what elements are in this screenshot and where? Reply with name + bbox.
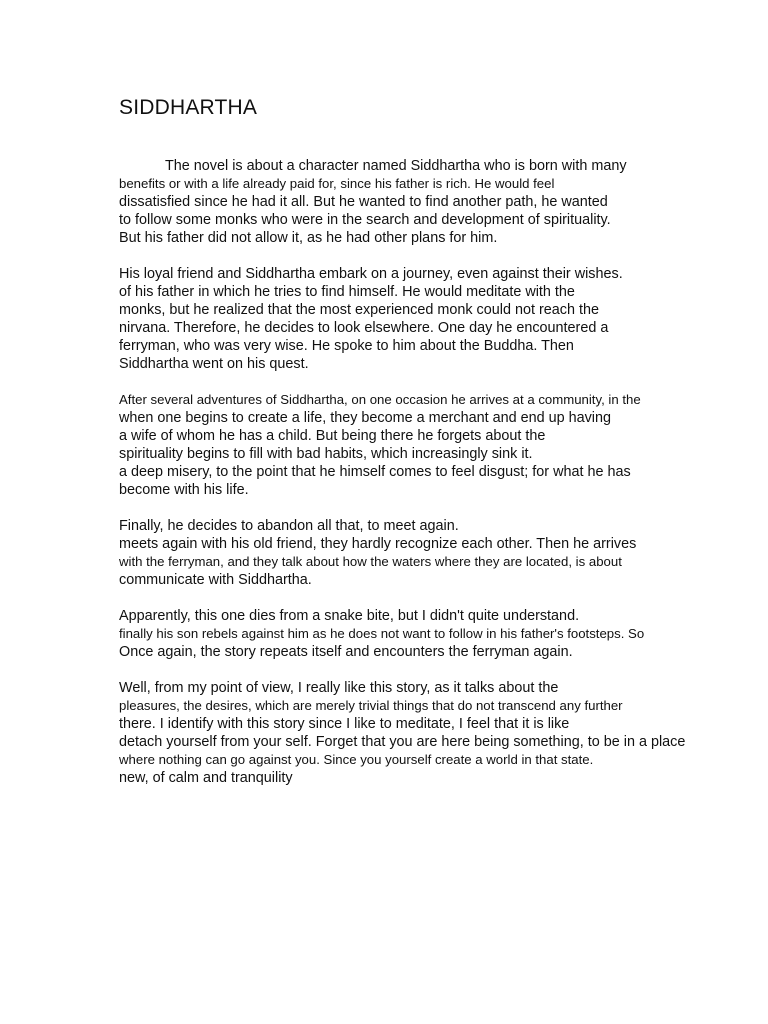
text-line: His loyal friend and Siddhartha embark on a journey, even against their wishes. (119, 266, 623, 282)
text-line: finally his son rebels against him as he does not want to follow in his father's footsteps. So (119, 626, 645, 641)
text-line: After several adventures of Siddhartha, on one occasion he arrives at a community, in the (119, 392, 641, 407)
text-line: there. I identify with this story since I like to meditate, I feel that it is like (119, 716, 570, 732)
text-line: detach yourself from your self. Forget that you are here being something, to be in a place (119, 734, 686, 750)
text-line: monks, but he realized that the most experienced monk could not reach the (119, 302, 599, 318)
text-line: to follow some monks who were in the search and development of spirituality. (119, 212, 611, 228)
paragraph-4 (119, 517, 749, 589)
text-line: spirituality begins to fill with bad habits, which increasingly sink it. (119, 446, 533, 462)
paragraph-3 (119, 391, 749, 499)
text-line: Well, from my point of view, I really like this story, as it talks about the (119, 680, 559, 696)
text-line: communicate with Siddhartha. (119, 572, 312, 588)
text-line: But his father did not allow it, as he had other plans for him. (119, 230, 498, 246)
text-line: Finally, he decides to abandon all that, to meet again. (119, 518, 459, 534)
document-title: SIDDHARTHA (119, 96, 258, 119)
text-line: Siddhartha went on his quest. (119, 356, 309, 372)
text-line: dissatisfied since he had it all. But he wanted to find another path, he wanted (119, 194, 608, 210)
text-line: benefits or with a life already paid for, since his father is rich. He would feel (119, 176, 555, 191)
text-line: become with his life. (119, 482, 249, 498)
text-line: pleasures, the desires, which are merely trivial things that do not transcend any further (119, 698, 623, 713)
paragraph-1 (119, 157, 749, 247)
paragraph-5 (119, 607, 749, 661)
text-line: The novel is about a character named Siddhartha who is born with many (165, 158, 627, 174)
text-line: a deep misery, to the point that he himself comes to feel disgust; for what he has (119, 464, 631, 480)
text-line: meets again with his old friend, they hardly recognize each other. Then he arrives (119, 536, 637, 552)
paragraph-6 (119, 679, 749, 787)
text-line: with the ferryman, and they talk about how the waters where they are located, is about (119, 554, 622, 569)
paragraph-2 (119, 265, 749, 373)
text-line: ferryman, who was very wise. He spoke to him about the Buddha. Then (119, 338, 574, 354)
text-line: when one begins to create a life, they become a merchant and end up having (119, 410, 612, 426)
document-body (119, 157, 749, 805)
text-line: nirvana. Therefore, he decides to look elsewhere. One day he encountered a (119, 320, 609, 336)
text-line: a wife of whom he has a child. But being there he forgets about the (119, 428, 546, 444)
text-line: Once again, the story repeats itself and encounters the ferryman again. (119, 644, 573, 660)
text-line: of his father in which he tries to find himself. He would meditate with the (119, 284, 575, 300)
text-line: new, of calm and tranquility (119, 770, 293, 786)
text-line: where nothing can go against you. Since you yourself create a world in that state. (119, 752, 594, 767)
text-line: Apparently, this one dies from a snake bite, but I didn't quite understand. (119, 608, 580, 624)
